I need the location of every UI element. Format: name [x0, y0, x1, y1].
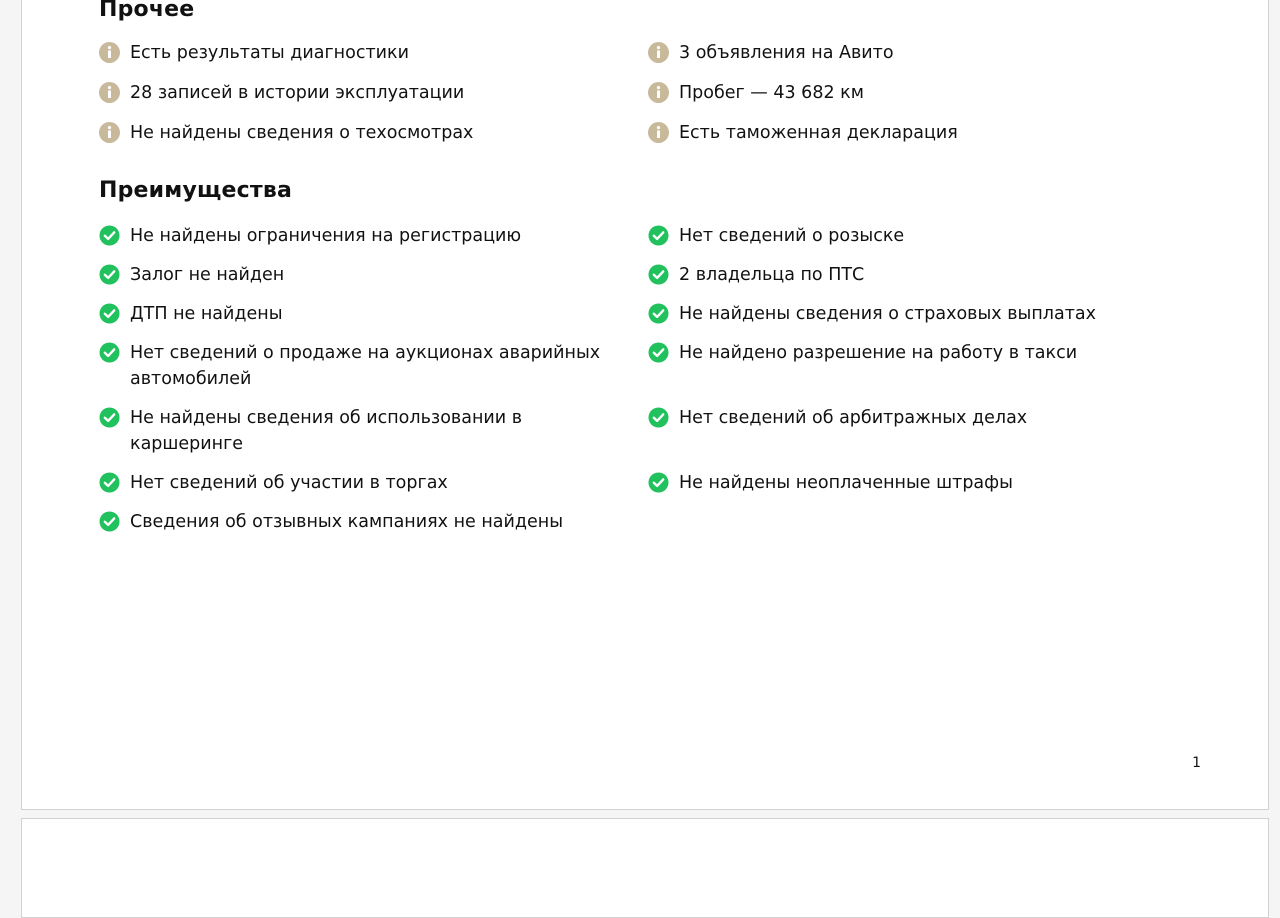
- advantage-item: [648, 262, 1168, 288]
- advantage-item-text: Не найдены неоплаченные штрафы: [679, 473, 1013, 493]
- check-circle-icon: [648, 342, 669, 363]
- info-icon: [99, 122, 120, 143]
- check-circle-icon: [99, 264, 120, 285]
- check-circle-icon: [648, 225, 669, 246]
- check-circle-icon: [648, 303, 669, 324]
- check-circle-icon: [99, 303, 120, 324]
- section-title-other: Прочее: [99, 0, 195, 22]
- info-item-text: Не найдены сведения о техосмотрах: [130, 123, 474, 143]
- info-icon: [99, 82, 120, 103]
- info-item-text: 28 записей в истории эксплуатации: [130, 83, 465, 103]
- advantage-item-text: Не найдены сведения о страховых выплатах: [679, 304, 1096, 324]
- advantage-item: [648, 405, 1168, 457]
- check-circle-icon: [99, 511, 120, 532]
- advantage-item-text: Не найдены сведения об использовании в каршеринге: [130, 408, 523, 454]
- info-item-text: Есть результаты диагностики: [130, 43, 409, 63]
- info-icon: [648, 82, 669, 103]
- info-item: [648, 120, 1168, 146]
- document-page-2: [21, 818, 1269, 918]
- advantage-item-text: Нет сведений о продаже на аукционах аварийных автомобилей: [130, 343, 601, 389]
- advantage-item: [99, 223, 648, 249]
- advantage-item-text: Сведения об отзывных кампаниях не найдены: [130, 512, 564, 532]
- advantage-item-text: Не найдены ограничения на регистрацию: [130, 226, 522, 246]
- info-item-text: Пробег — 43 682 км: [679, 83, 864, 103]
- advantage-item: [99, 405, 648, 457]
- info-icon: [648, 42, 669, 63]
- info-item: [648, 80, 1168, 106]
- advantage-item: [99, 509, 648, 535]
- info-item: [648, 40, 1168, 66]
- check-circle-icon: [99, 342, 120, 363]
- advantages-items-grid: [99, 223, 1199, 535]
- advantage-item: [99, 470, 648, 496]
- advantage-item-text: 2 владельца по ПТС: [679, 265, 865, 285]
- info-icon: [99, 42, 120, 63]
- check-circle-icon: [648, 472, 669, 493]
- section-title-advantages: Преимущества: [99, 178, 293, 203]
- check-circle-icon: [648, 264, 669, 285]
- info-item-text: 3 объявления на Авито: [679, 43, 894, 63]
- advantage-item-text: Не найдено разрешение на работу в такси: [679, 343, 1078, 363]
- advantage-item: [648, 301, 1168, 327]
- advantage-item-text: Залог не найден: [130, 265, 285, 285]
- info-item: [99, 120, 648, 146]
- document-page-1: [21, 0, 1269, 810]
- advantage-item-text: Нет сведений об арбитражных делах: [679, 408, 1028, 428]
- advantage-item-text: Нет сведений о розыске: [679, 226, 905, 246]
- check-circle-icon: [648, 407, 669, 428]
- advantage-item: [99, 340, 648, 392]
- info-item: [99, 40, 648, 66]
- advantage-item: [648, 223, 1168, 249]
- advantage-item: [99, 301, 648, 327]
- info-item: [99, 80, 648, 106]
- other-items-grid: [99, 40, 1199, 146]
- info-item-text: Есть таможенная декларация: [679, 123, 958, 143]
- check-circle-icon: [99, 407, 120, 428]
- advantage-item-text: ДТП не найдены: [130, 304, 283, 324]
- advantage-item: [99, 262, 648, 288]
- advantage-item-text: Нет сведений об участии в торгах: [130, 473, 448, 493]
- advantage-item: [648, 470, 1168, 496]
- page-number: 1: [1192, 755, 1201, 771]
- advantage-item: [648, 340, 1168, 392]
- check-circle-icon: [99, 472, 120, 493]
- info-icon: [648, 122, 669, 143]
- check-circle-icon: [99, 225, 120, 246]
